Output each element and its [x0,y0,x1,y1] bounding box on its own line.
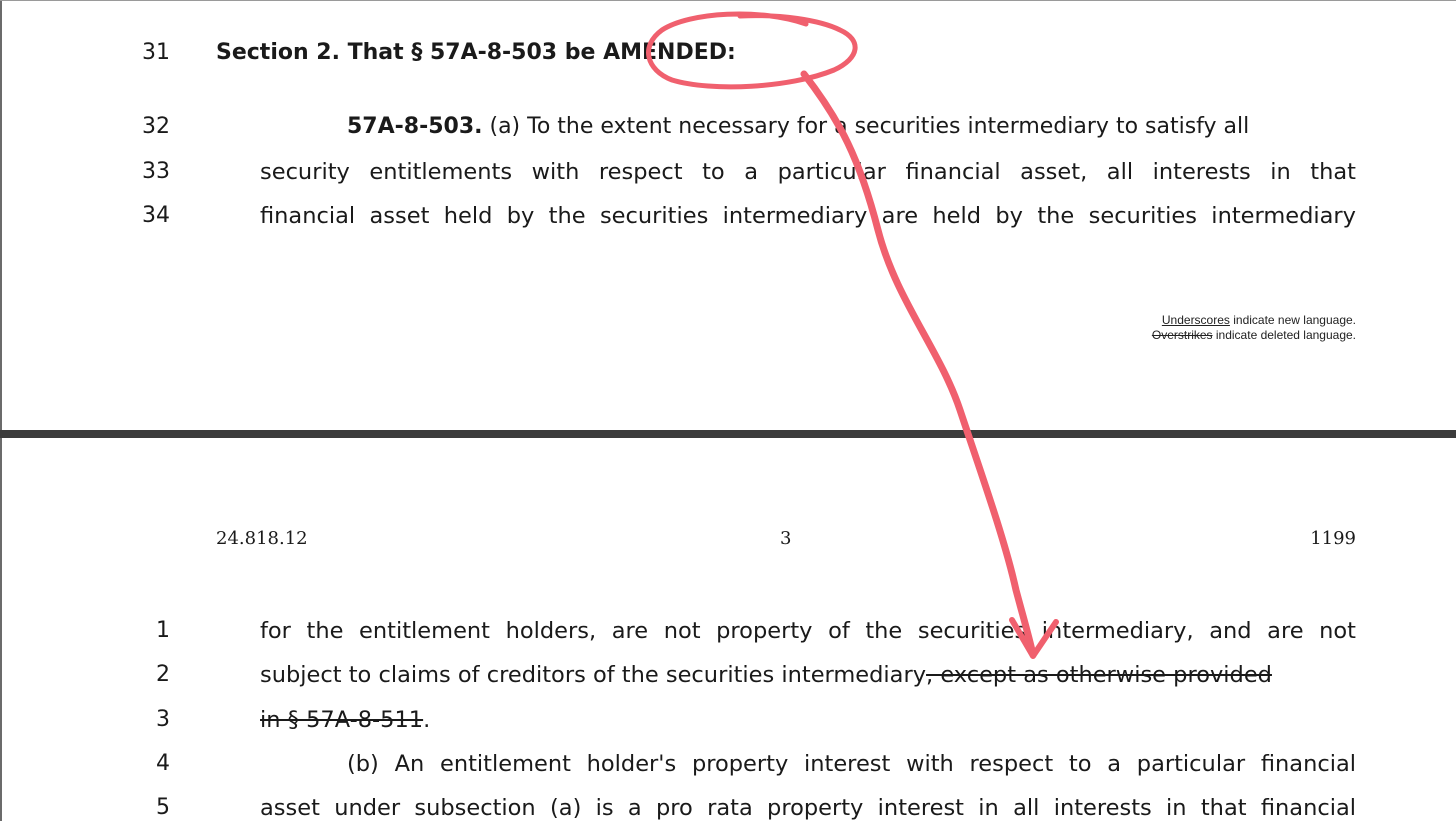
line-number: 33 [142,159,170,184]
line-number: 32 [142,114,170,139]
legend-notes [1152,313,1356,343]
line-number: 31 [142,40,170,65]
left-edge [0,0,2,821]
line-number: 5 [156,795,170,820]
line-4: (b) An entitlement holder's property interest with respect to a particular financial [347,751,1356,777]
note-underscores: Underscores indicate new language. [1161,313,1356,327]
line-3-end: . [423,707,431,733]
line-number: 34 [142,203,170,228]
footer-page-number: 3 [780,528,792,549]
footer-bill-number: 24.818.12 [216,528,308,549]
footer-code: 1199 [1310,528,1356,549]
line-2 [260,660,1356,690]
section-reference: 57A-8-503. [347,114,483,139]
line-33: security entitlements with respect to a particular financial asset, all interests in that [260,159,1356,185]
line-5: asset under subsection (a) is a pro rata property interest in all interests in that financial [260,795,1356,821]
line-number: 2 [156,662,170,687]
deleted-text: in § 57A-8-511 [260,707,424,733]
line-32-text: (a) To the extent necessary for a securities intermediary to satisfy all [482,114,1250,139]
section-heading-amended: AMENDED: [603,40,736,65]
line-1: for the entitlement holders, are not property of the securities intermediary, and are not [260,618,1356,644]
line-3 [260,705,430,735]
top-edge [0,0,1456,1]
section-heading [216,38,736,68]
line-2-text: subject to claims of creditors of the securities intermediary [260,662,927,688]
line-number: 4 [156,751,170,776]
line-number: 1 [156,618,170,643]
line-34: financial asset held by the securities intermediary are held by the securities intermediary [260,203,1356,229]
line-32 [347,112,1356,142]
page-break-divider [0,430,1456,438]
section-heading-prefix: Section 2. That § 57A-8-503 be [216,40,604,65]
note-overstrikes: Overstrikes indicate deleted language. [1151,328,1356,342]
line-number: 3 [156,707,170,732]
deleted-text: , except as otherwise provided [926,662,1272,688]
